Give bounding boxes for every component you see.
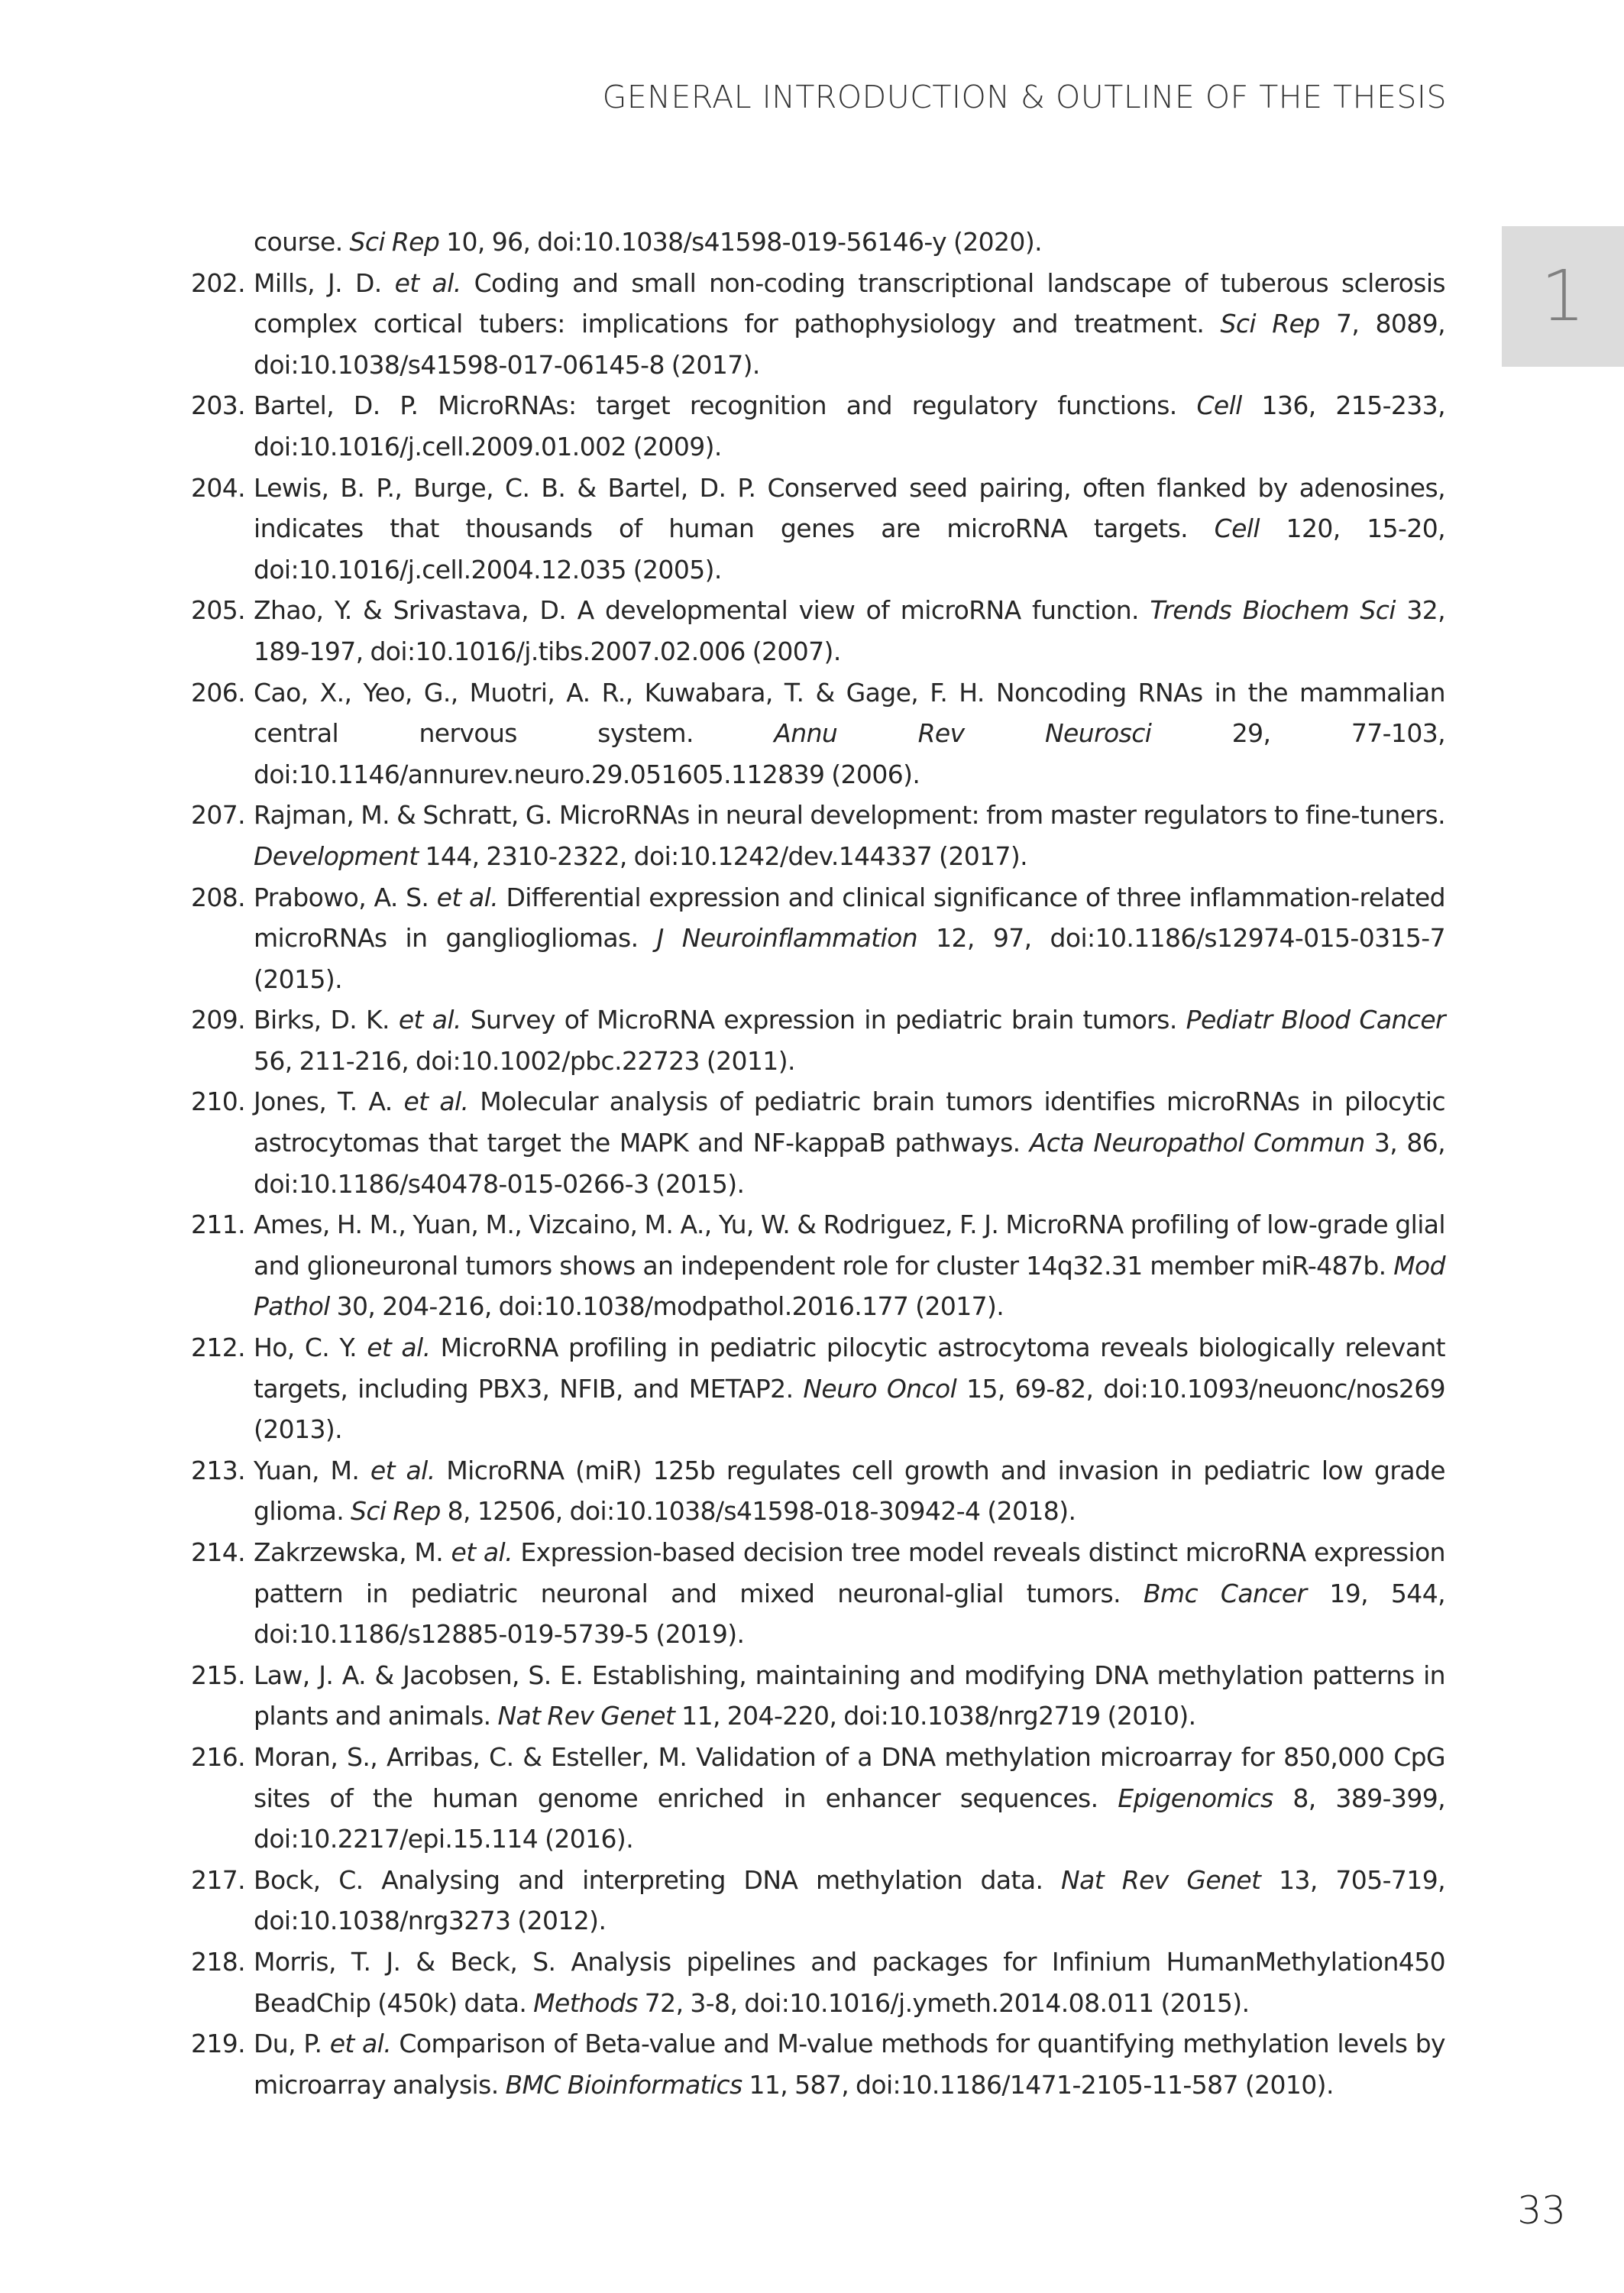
- reference-list: [191, 222, 1445, 2105]
- reference-authors: Zhao, Y. & Srivastava, D.: [254, 595, 567, 626]
- reference-number: 216.: [191, 1741, 246, 1772]
- et-al: et al.: [398, 1005, 461, 1035]
- reference-number: 219.: [191, 2029, 246, 2059]
- reference-title: A developmental view of microRNA function.: [566, 595, 1150, 626]
- journal-name: Trends Biochem Sci: [1150, 595, 1396, 626]
- et-al: et al.: [436, 882, 499, 912]
- reference-title: Establishing, maintaining and modifying DNA methylation patterns in plants and animals.: [254, 1660, 1445, 1731]
- reference-item: [191, 1327, 1445, 1450]
- reference-details: 144, 2310-2322, doi:10.1242/dev.144337 (2017).: [418, 840, 1028, 871]
- reference-details: 12, 97, doi:10.1186/s12974-015-0315-7 (2015).: [254, 923, 1446, 994]
- reference-item: [191, 590, 1445, 672]
- reference-number: 208.: [191, 882, 246, 912]
- journal-name: Cell: [1196, 390, 1242, 421]
- reference-authors: Bartel, D. P.: [254, 390, 419, 421]
- reference-authors: Cao, X., Yeo, G., Muotri, A. R., Kuwabara, T. & Gage, F. H.: [254, 677, 985, 708]
- reference-details: 7, 8089, doi:10.1038/s41598-017-06145-8 (2017).: [254, 309, 1445, 380]
- journal-name: Neuro Oncol: [803, 1373, 957, 1404]
- reference-details: 8, 389-399, doi:10.2217/epi.15.114 (2016).: [254, 1783, 1445, 1854]
- reference-number: 204.: [191, 472, 246, 503]
- reference-item: [191, 468, 1445, 591]
- journal-name: Annu Rev Neurosci: [774, 718, 1152, 749]
- reference-title: Validation of a DNA methylation microarray for 850,000 CpG sites of the human genome enriched in enhancer sequences.: [254, 1741, 1445, 1813]
- journal-name: Epigenomics: [1118, 1783, 1273, 1813]
- reference-authors: Jones, T. A.: [254, 1087, 404, 1117]
- reference-details: 120, 15-20, doi:10.1016/j.cell.2004.12.035 (2005).: [254, 513, 1445, 585]
- reference-item: [191, 1860, 1445, 1942]
- reference-authors: Rajman, M. & Schratt, G.: [254, 800, 552, 831]
- et-al: et al.: [370, 1455, 435, 1485]
- reference-authors: Mills, J. D.: [254, 267, 395, 298]
- chapter-tab: [1502, 226, 1624, 367]
- reference-authors: Ho, C. Y.: [254, 1333, 367, 1363]
- reference-number: 205.: [191, 595, 246, 626]
- reference-details: 30, 204-216, doi:10.1038/modpathol.2016.177 (2017).: [329, 1291, 1004, 1322]
- reference-title: Expression-based decision tree model reveals distinct microRNA expression pattern in pediatric neuronal and mixed neuronal-glial tumors.: [254, 1537, 1446, 1608]
- reference-item: [191, 2023, 1445, 2105]
- page-number: 33: [1517, 2188, 1566, 2233]
- reference-title: Differential expression and clinical significance of three inflammation-related microRNAs in gangliogliomas.: [254, 882, 1446, 954]
- journal-name: Pediatr Blood Cancer: [1186, 1005, 1445, 1035]
- reference-continuation: course. Sci Rep 10, 96, doi:10.1038/s41598-019-56146-y (2020).: [254, 227, 1042, 257]
- reference-item: [191, 385, 1445, 467]
- reference-number: 213.: [191, 1455, 246, 1485]
- chapter-number: 1: [1540, 255, 1586, 337]
- reference-item: [191, 1942, 1445, 2023]
- reference-item: [191, 999, 1445, 1081]
- reference-authors: Lewis, B. P., Burge, C. B. & Bartel, D. P.: [254, 472, 756, 503]
- reference-item: [191, 795, 1445, 876]
- reference-title: MicroRNA (miR) 125b regulates cell growth and invasion in pediatric low grade glioma.: [254, 1455, 1445, 1527]
- reference-item: [191, 877, 1445, 1000]
- reference-title: MicroRNA profiling of low-grade glial and glioneuronal tumors shows an independent role for cluster 14q32.31 member miR-487b.: [254, 1210, 1445, 1281]
- reference-item: [191, 1450, 1445, 1532]
- reference-title: Comparison of Beta-value and M-value methods for quantifying methylation levels by microarray analysis.: [254, 2029, 1445, 2100]
- reference-number: 209.: [191, 1005, 246, 1035]
- journal-name: Cell: [1214, 513, 1260, 544]
- journal-name: Development: [254, 840, 419, 871]
- journal-name: Mod Pathol: [254, 1250, 1445, 1322]
- reference-number: 212.: [191, 1333, 246, 1363]
- reference-item: [191, 1737, 1445, 1860]
- reference-details: 29, 77-103, doi:10.1146/annurev.neuro.29.051605.112839 (2006).: [254, 718, 1446, 789]
- reference-authors: Zakrzewska, M.: [254, 1537, 451, 1567]
- reference-item: [191, 1081, 1445, 1204]
- reference-title: Analysis pipelines and packages for Infinium HumanMethylation450 BeadChip (450k) data.: [254, 1946, 1445, 2018]
- journal-name: Acta Neuropathol Commun: [1029, 1128, 1365, 1158]
- reference-authors: Du, P.: [254, 2029, 330, 2059]
- reference-number: 217.: [191, 1864, 246, 1895]
- reference-authors: Yuan, M.: [254, 1455, 370, 1485]
- reference-number: 203.: [191, 390, 246, 421]
- reference-item: [191, 1532, 1445, 1655]
- reference-title: Conserved seed pairing, often flanked by adenosines, indicates that thousands of human genes are microRNA targets.: [254, 472, 1445, 544]
- journal-name: Nat Rev Genet: [1061, 1864, 1261, 1895]
- reference-number: 211.: [191, 1210, 246, 1240]
- et-al: et al.: [394, 267, 461, 298]
- reference-details: 15, 69-82, doi:10.1093/neuonc/nos269 (2013).: [254, 1373, 1446, 1445]
- reference-authors: Law, J. A. & Jacobsen, S. E.: [254, 1660, 584, 1690]
- journal-name: BMC Bioinformatics: [505, 2069, 742, 2100]
- reference-item: [191, 1204, 1445, 1327]
- reference-details: 19, 544, doi:10.1186/s12885-019-5739-5 (2019).: [254, 1578, 1445, 1650]
- reference-title: MicroRNAs: target recognition and regulatory functions.: [418, 390, 1197, 421]
- et-al: et al.: [403, 1087, 469, 1117]
- reference-authors: Birks, D. K.: [254, 1005, 399, 1035]
- reference-item: [191, 672, 1445, 795]
- reference-details: 32, 189-197, doi:10.1016/j.tibs.2007.02.006 (2007).: [254, 595, 1445, 666]
- running-header: GENERAL INTRODUCTION & OUTLINE OF THE THESIS: [602, 79, 1447, 115]
- reference-authors: Bock, C.: [254, 1864, 364, 1895]
- et-al: et al.: [451, 1537, 513, 1567]
- reference-title: Survey of MicroRNA expression in pediatric brain tumors.: [461, 1005, 1186, 1035]
- reference-details: 56, 211-216, doi:10.1002/pbc.22723 (2011).: [254, 1045, 795, 1076]
- reference-number: 206.: [191, 677, 246, 708]
- et-al: et al.: [367, 1333, 431, 1363]
- journal-name: J Neuroinflammation: [656, 923, 918, 954]
- journal-name: Bmc Cancer: [1143, 1578, 1307, 1608]
- reference-title: Noncoding RNAs in the mammalian central nervous system.: [254, 677, 1445, 749]
- reference-authors: Moran, S., Arribas, C. & Esteller, M.: [254, 1741, 687, 1772]
- reference-title: Coding and small non-coding transcriptional landscape of tuberous sclerosis complex cortical tubers: implications for pathophysiology and treatment.: [254, 267, 1446, 339]
- reference-details: 3, 86, doi:10.1186/s40478-015-0266-3 (2015).: [254, 1128, 1445, 1199]
- reference-details: 136, 215-233, doi:10.1016/j.cell.2009.01.002 (2009).: [254, 390, 1445, 462]
- reference-title: MicroRNAs in neural development: from master regulators to fine-tuners.: [552, 800, 1445, 831]
- reference-title: Molecular analysis of pediatric brain tumors identifies microRNAs in pilocytic astrocytomas that target the MAPK and NF-kappaB pathways.: [254, 1087, 1445, 1158]
- reference-details: 11, 587, doi:10.1186/1471-2105-11-587 (2010).: [742, 2069, 1334, 2100]
- reference-title: MicroRNA profiling in pediatric pilocytic astrocytoma reveals biologically relevant targets, including PBX3, NFIB, and METAP2.: [254, 1333, 1445, 1404]
- reference-details: 13, 705-719, doi:10.1038/nrg3273 (2012).: [254, 1864, 1445, 1936]
- reference-number: 202.: [191, 267, 246, 298]
- reference-authors: Prabowo, A. S.: [254, 882, 437, 912]
- reference-number: 210.: [191, 1087, 246, 1117]
- reference-item: [191, 1655, 1445, 1737]
- reference-number: 214.: [191, 1537, 246, 1567]
- reference-title: Analysing and interpreting DNA methylation data.: [363, 1864, 1062, 1895]
- reference-authors: Ames, H. M., Yuan, M., Vizcaino, M. A., Yu, W. & Rodriguez, F. J.: [254, 1210, 999, 1240]
- et-al: et al.: [329, 2029, 392, 2059]
- reference-number: 218.: [191, 1946, 246, 1977]
- reference-item: [191, 263, 1445, 386]
- journal-name: Nat Rev Genet: [497, 1701, 675, 1731]
- reference-number: 215.: [191, 1660, 246, 1690]
- reference-details: 11, 204-220, doi:10.1038/nrg2719 (2010).: [675, 1701, 1196, 1731]
- journal-name: Sci Rep: [349, 227, 440, 257]
- reference-authors: Morris, T. J. & Beck, S.: [254, 1946, 556, 1977]
- reference-details: 72, 3-8, doi:10.1016/j.ymeth.2014.08.011 (2015).: [637, 1987, 1250, 2018]
- reference-details: 8, 12506, doi:10.1038/s41598-018-30942-4 (2018).: [440, 1496, 1076, 1527]
- reference-items: [191, 263, 1445, 2106]
- journal-name: Sci Rep: [351, 1496, 441, 1527]
- journal-name: Methods: [533, 1987, 638, 2018]
- journal-name: Sci Rep: [1220, 309, 1320, 339]
- reference-number: 207.: [191, 800, 246, 831]
